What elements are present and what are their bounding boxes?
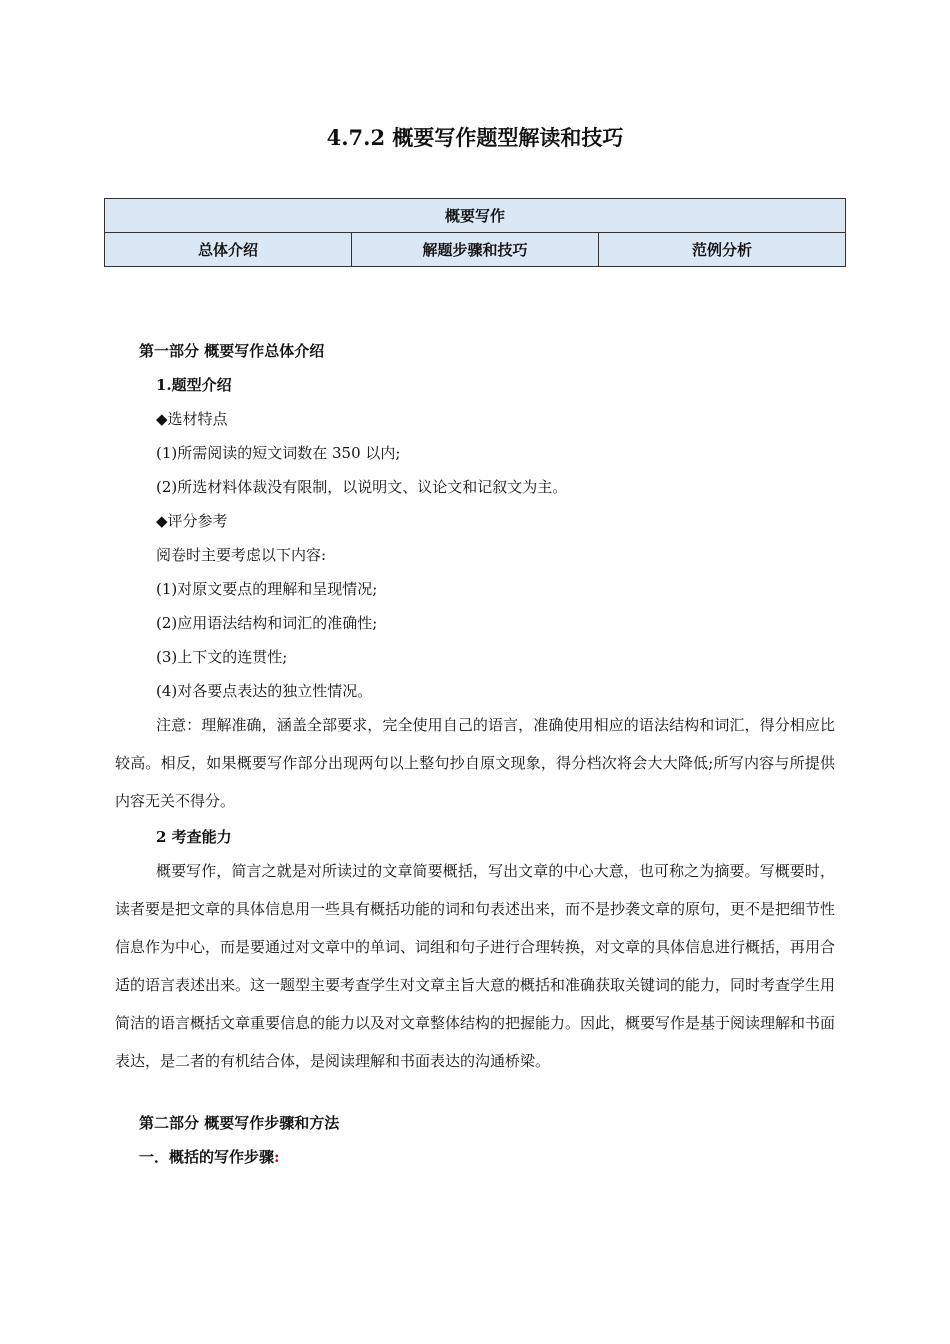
part1-heading: 第一部分 概要写作总体介绍 bbox=[139, 342, 325, 360]
scoring-reference-title: ◆评分参考 bbox=[156, 512, 228, 530]
material-features-title: ◆选材特点 bbox=[156, 410, 228, 428]
ability-paragraph: 概要写作，简言之就是对所读过的文章简要概括，写出文章的中心大意，也可称之为摘要。写概要时，读者要是把文章的具体信息用一些具有概括功能的词和句表述出来，而不是抄袭文章的原句，更不是把细节性信息作为中心，而是要通过对文章中的单词、词组和句子进行合理转换，对文章的具体信息进行概括，再用合适的语言表述出来。这一题型主要考查学生对文章主旨大意的概括和准确获取关键词的能力，同时考查学生用简洁的语言概括文章重要信息的能力以及对文章整体结构的把握能力。因此，概要写作是基于阅读理解和书面表达，是二者的有机结合体，是阅读理解和书面表达的沟通桥梁。 bbox=[115, 862, 836, 1070]
nav-table-header: 概要写作 bbox=[105, 199, 846, 233]
nav-cell-steps[interactable]: 解题步骤和技巧 bbox=[352, 233, 599, 267]
part2-heading: 第二部分 概要写作步骤和方法 bbox=[139, 1114, 340, 1132]
list-item: (1)对原文要点的理解和呈现情况; bbox=[156, 580, 378, 598]
section-question-type-title: 1.题型介绍 bbox=[156, 376, 232, 394]
document-body bbox=[115, 338, 835, 1178]
list-item: (1)所需阅读的短文词数在 350 以内; bbox=[156, 444, 401, 462]
list-item: (3)上下文的连贯性; bbox=[156, 648, 288, 666]
overview-nav-table bbox=[104, 198, 846, 267]
writing-steps-colon: : bbox=[274, 1148, 280, 1166]
page-title: 4.7.2 概要写作题型解读和技巧 bbox=[326, 125, 624, 150]
list-item: (2)所选材料体裁没有限制，以说明文、议论文和记叙文为主。 bbox=[156, 478, 568, 496]
writing-steps-title-text: 一．概括的写作步骤 bbox=[139, 1148, 275, 1166]
nav-cell-examples[interactable]: 范例分析 bbox=[599, 233, 846, 267]
writing-steps-title bbox=[139, 1144, 835, 1178]
list-item: (2)应用语法结构和词汇的准确性; bbox=[156, 614, 378, 632]
section-ability-title: 2 考查能力 bbox=[156, 828, 232, 846]
scoring-intro: 阅卷时主要考虑以下内容: bbox=[156, 546, 327, 564]
nav-cell-overview[interactable]: 总体介绍 bbox=[105, 233, 352, 267]
list-item: (4)对各要点表达的独立性情况。 bbox=[156, 682, 373, 700]
note-paragraph: 注意：理解准确，涵盖全部要求，完全使用自己的语言，准确使用相应的语法结构和词汇，得分相应比较高。相反，如果概要写作部分出现两句以上整句抄自原文现象，得分档次将会大大降低;所写内容与所提供内容无关不得分。 bbox=[115, 716, 835, 810]
